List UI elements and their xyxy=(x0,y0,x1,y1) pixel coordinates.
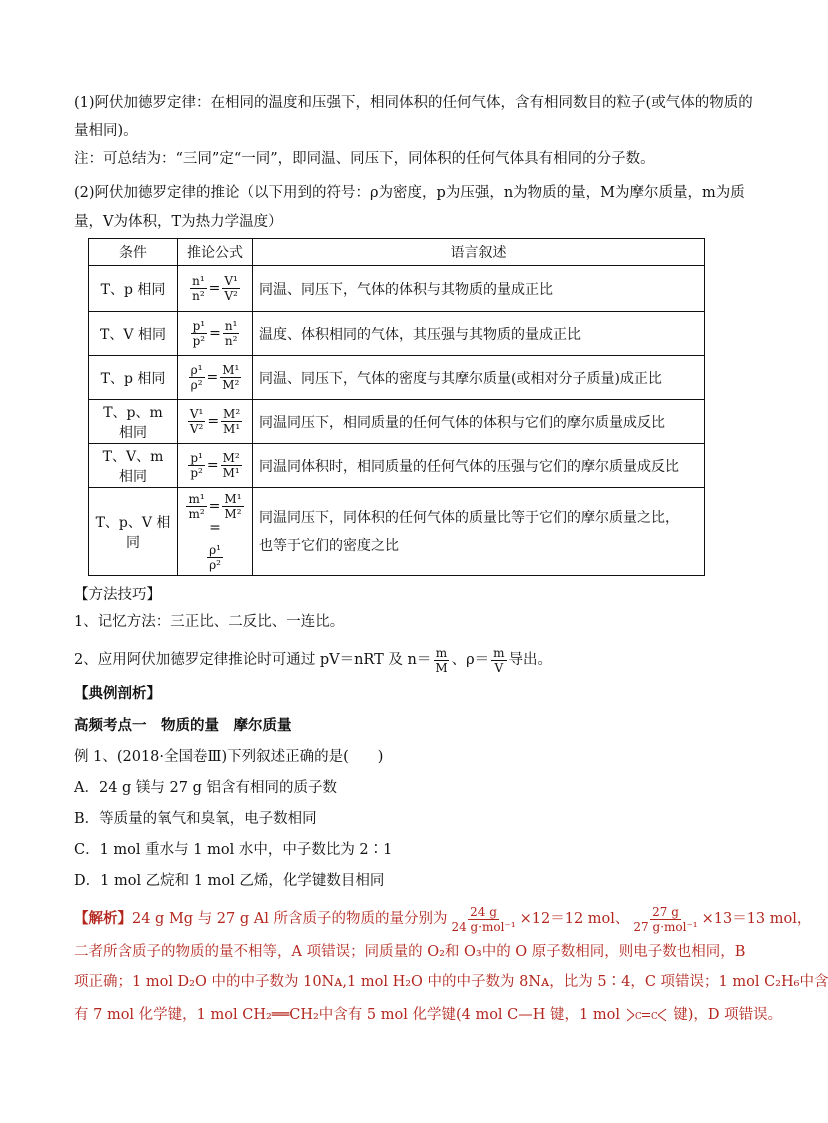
row-description: 同温同体积时，相同质量的任何气体的压强与它们的摩尔质量成反比 xyxy=(253,444,705,488)
method-heading: 【方法技巧】 xyxy=(74,587,161,603)
law-note: 注：可总结为：“三同”定“一同”，即同温、同压下，同体积的任何气体具有相同的分子数。 xyxy=(74,151,655,167)
table-row xyxy=(89,400,705,444)
header-formula: 推论公式 xyxy=(178,239,253,266)
table-header-row xyxy=(89,239,705,266)
solution-line-1: 【解析】24 g Mg 与 27 g Al 所含质子的物质的量分别为 $\frac{24 g}{\text{24 g·mol⁻¹}}$ ×12＝12 mol、 $\frac{27 g}{\text{27 g·mol⁻¹}}$ ×13＝13 mol， xyxy=(74,904,812,934)
header-description: 语言叙述 xyxy=(253,239,705,266)
formula-fraction: $\frac{\text{ρ¹}}{\text{ρ²}}$ xyxy=(190,363,203,392)
row-description: 同温、同压下，气体的密度与其摩尔质量(或相对分子质量)成正比 xyxy=(253,356,705,400)
row-condition: T、V 相同 xyxy=(89,312,178,356)
formula-fraction: $\frac{\text{p¹}}{\text{p²}}$ xyxy=(190,451,203,480)
table-row xyxy=(89,266,705,312)
formula-fraction: $\frac{24 g}{\text{24 g·mol⁻¹}}$ xyxy=(451,904,516,934)
method-item-2: 2、应用阿伏加德罗定律推论时可通过 pV＝nRT 及 n＝ $\frac{m}{M}$ 、ρ＝ $\frac{m}{V}$ 导出。 xyxy=(74,645,553,675)
solution-line-4: 有 7 mol 化学键，1 mol CH₂══CH₂中含有 5 mol 化学键(4 mol C—H 键，1 mol C C 键)，D 项错误。 xyxy=(74,1007,783,1023)
svg-text:C: C xyxy=(634,1012,642,1022)
row-condition: T、p、V 相同 xyxy=(89,488,178,576)
row-condition: T、V、m 相同 xyxy=(89,444,178,488)
formula-fraction: $\frac{\text{V¹}}{\text{V²}}$ xyxy=(224,274,238,303)
row-formula: $\frac{\text{m¹}}{\text{m²}}$ = $\frac{\text{M¹}}{\text{M²}}$ = $\frac{\text{ρ¹}}{\text{ρ²}}$ xyxy=(178,488,253,576)
law-line-1: (1)阿伏加德罗定律：在相同的温度和压强下，相同体积的任何气体，含有相同数目的粒子(或气体的物质的 xyxy=(74,95,753,111)
formula-fraction: $\frac{\text{M¹}}{\text{M²}}$ xyxy=(224,491,242,521)
row-description: 同温、同压下，气体的体积与其物质的量成正比 xyxy=(253,266,705,312)
row-formula: $\frac{\text{p¹}}{\text{p²}}$ = $\frac{\text{n¹}}{\text{n²}}$ xyxy=(178,312,253,356)
row-formula: $\frac{\text{V¹}}{\text{V²}}$ = $\frac{\text{M²}}{\text{M¹}}$ xyxy=(178,400,253,444)
row-description: 温度、体积相同的气体，其压强与其物质的量成正比 xyxy=(253,312,705,356)
law-line-2: 量相同)。 xyxy=(74,123,138,139)
row-description: 同温同压下，同体积的任何气体的质量比等于它们的摩尔质量之比， 也等于它们的密度之比 xyxy=(253,488,705,576)
row-condition: T、p 相同 xyxy=(89,356,178,400)
corollary-table xyxy=(88,238,705,576)
svg-text:C: C xyxy=(650,1012,658,1022)
formula-fraction: $\frac{\text{M²}}{\text{M¹}}$ xyxy=(222,451,240,480)
table-row xyxy=(89,444,705,488)
formula-fraction: $\frac{m}{V}$ xyxy=(493,645,505,675)
formula-fraction: $\frac{\text{M¹}}{\text{M²}}$ xyxy=(222,363,240,392)
table-row xyxy=(89,356,705,400)
row-condition: T、p、m 相同 xyxy=(89,400,178,444)
table-row xyxy=(89,488,705,576)
corollary-line-2: 量，V为体积，T为热力学温度） xyxy=(74,214,283,230)
formula-fraction: $\frac{27 g}{\text{27 g·mol⁻¹}}$ xyxy=(633,904,698,934)
example-question: 例 1、(2018·全国卷Ⅲ)下列叙述正确的是( ) xyxy=(74,749,384,765)
solution-tag: 【解析】 xyxy=(74,910,132,927)
row-condition: T、p 相同 xyxy=(89,266,178,312)
option-d: D．1 mol 乙烷和 1 mol 乙烯，化学键数目相同 xyxy=(74,873,385,889)
row-formula: $\frac{\text{n¹}}{\text{n²}}$ = $\frac{\text{V¹}}{\text{V²}}$ xyxy=(178,266,253,312)
table-row xyxy=(89,312,705,356)
carbon-double-bond-icon xyxy=(625,1006,669,1024)
formula-fraction: $\frac{\text{ρ¹}}{\text{ρ²}}$ xyxy=(209,542,221,572)
option-a: A．24 g 镁与 27 g 铝含有相同的质子数 xyxy=(74,780,337,796)
option-b: B．等质量的氧气和臭氧，电子数相同 xyxy=(74,811,317,827)
formula-fraction: $\frac{\text{M²}}{\text{M¹}}$ xyxy=(223,407,241,436)
topic-title: 高频考点一 物质的量 摩尔质量 xyxy=(74,717,292,734)
formula-fraction: $\frac{\text{p¹}}{\text{p²}}$ xyxy=(192,319,206,348)
formula-fraction: $\frac{\text{n¹}}{\text{n²}}$ xyxy=(192,274,205,303)
analysis-heading: 【典例剖析】 xyxy=(74,685,161,702)
row-formula: $\frac{\text{p¹}}{\text{p²}}$ = $\frac{\text{M²}}{\text{M¹}}$ xyxy=(178,444,253,488)
row-description: 同温同压下，相同质量的任何气体的体积与它们的摩尔质量成反比 xyxy=(253,400,705,444)
row-formula: $\frac{\text{ρ¹}}{\text{ρ²}}$ = $\frac{\text{M¹}}{\text{M²}}$ xyxy=(178,356,253,400)
formula-fraction: $\frac{\text{V¹}}{\text{V²}}$ xyxy=(189,407,204,436)
option-c: C．1 mol 重水与 1 mol 水中，中子数比为 2∶1 xyxy=(74,842,393,858)
corollary-line-1: (2)阿伏加德罗定律的推论（以下用到的符号：ρ为密度，p为压强，n为物质的量，M为摩尔质量，m为质 xyxy=(74,185,745,201)
formula-fraction: $\frac{m}{M}$ xyxy=(435,645,448,675)
solution-line-2: 二者所含质子的物质的量不相等，A 项错误；同质量的 O₂和 O₃中的 O 原子数相同，则电子数也相同，B xyxy=(74,944,746,960)
method-item-1: 1、记忆方法：三正比、二反比、一连比。 xyxy=(74,614,345,630)
formula-fraction: $\frac{\text{n¹}}{\text{n²}}$ xyxy=(224,319,238,348)
header-condition: 条件 xyxy=(89,239,178,266)
formula-fraction: $\frac{\text{m¹}}{\text{m²}}$ xyxy=(188,491,205,521)
solution-line-3: 项正确；1 mol D₂O 中的中子数为 10Nᴀ,1 mol H₂O 中的中子数为 8Nᴀ，比为 5∶4，C 项错误；1 mol C₂H₆中含 xyxy=(74,974,828,990)
